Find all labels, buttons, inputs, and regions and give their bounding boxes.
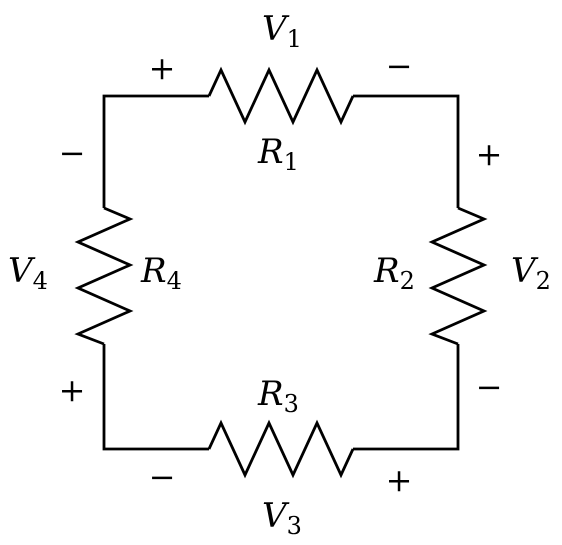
r2-minus-sign: − [475,368,503,406]
r3-minus-sign: − [148,458,176,496]
resistor-r3 [209,423,353,475]
wire-bottom-right [353,344,458,449]
voltage-label-v2: $V_2$ [511,251,551,295]
wire-bottom-left [104,344,209,449]
voltage-label-v4: $V_4$ [8,251,48,295]
resistor-label-r4: $R_4$ [141,251,182,295]
resistor-r2 [432,208,484,344]
voltage-label-v3: $V_3$ [262,496,302,540]
voltage-label-v1: $V_1$ [262,9,302,53]
r2-plus-sign: + [475,135,503,173]
wire-top-left [104,96,209,208]
resistor-label-r3: $R_3$ [258,374,299,418]
r3-plus-sign: + [385,461,413,499]
r4-minus-sign: − [58,134,86,172]
wire-top-right [353,96,458,208]
resistor-label-r2: $R_2$ [374,251,415,295]
resistor-r4 [78,208,130,344]
r1-plus-sign: + [148,49,176,87]
r1-minus-sign: − [385,47,413,85]
resistor-r1 [209,70,353,122]
r4-plus-sign: + [58,371,86,409]
resistor-label-r1: $R_1$ [258,132,299,176]
